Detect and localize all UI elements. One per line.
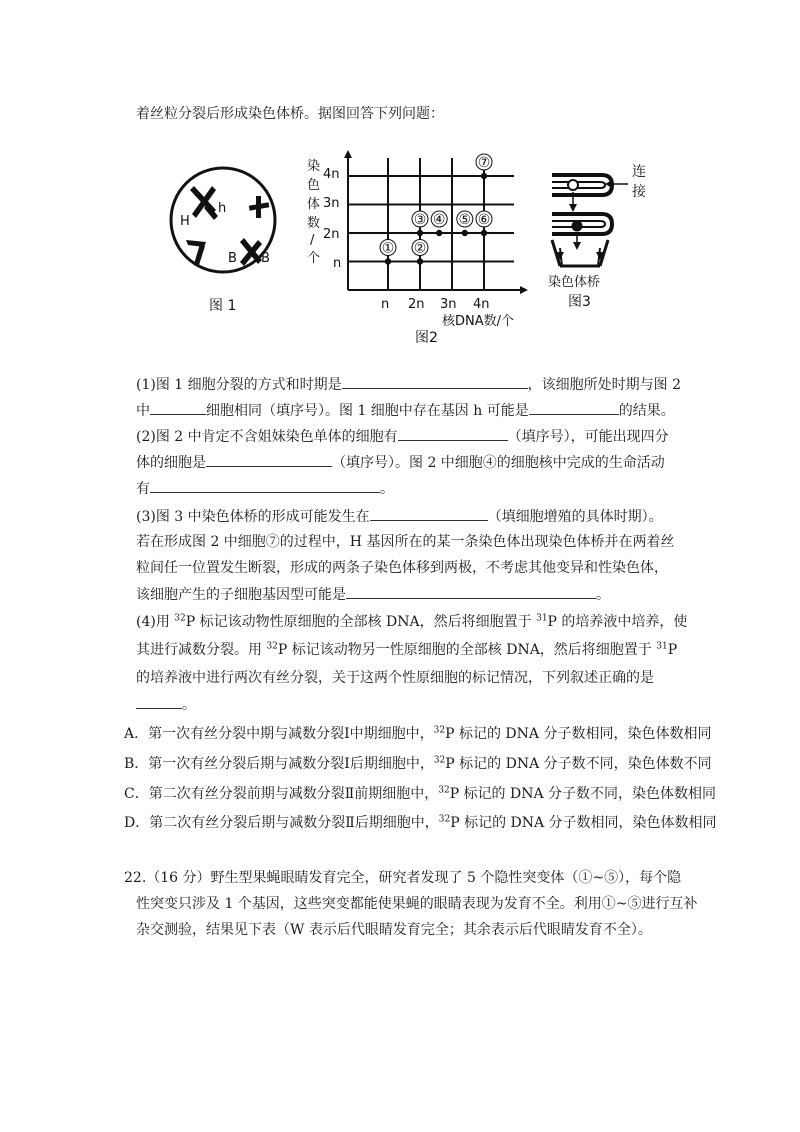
q3-blank-2[interactable] — [346, 584, 596, 599]
q4-line-2 — [136, 640, 677, 660]
q1-text-c: 中 — [136, 403, 150, 419]
q4-line-1 — [136, 612, 687, 632]
q2-line-2 — [136, 452, 665, 473]
y-axis-char-5: 个 — [307, 251, 321, 266]
option-d[interactable] — [124, 813, 717, 833]
x-tick-4n: 4n — [473, 297, 490, 312]
q1-blank-1[interactable] — [342, 374, 528, 389]
y-tick-2n: 2n — [323, 227, 340, 242]
q3-text-c: 该细胞产生的子细胞基因型可能是 — [136, 587, 346, 603]
q4-sup-1: 32 — [174, 613, 186, 624]
data-point-label-1: ① — [381, 240, 395, 257]
option-d-text-2: P 标记的 DNA 分子数相同，染色体数相同 — [450, 815, 717, 831]
y-axis-char-1: 色 — [307, 178, 321, 193]
q22-line-3: 杂交测验，结果见下表（W 表示后代眼睛发育完全；其余表示后代眼睛发育不全）。 — [136, 922, 652, 938]
q2-blank-2[interactable] — [206, 452, 332, 467]
gene-label-h: h — [218, 201, 227, 216]
option-c-text-1: C．第二次有丝分裂前期与减数分裂Ⅱ前期细胞中， — [124, 786, 439, 802]
q2-blank-1[interactable] — [398, 426, 508, 441]
option-a-sup: 32 — [433, 725, 446, 736]
q3-line-2: 若在形成图 2 中细胞⑦的过程中，H 基因所在的某一条染色体出现染色体桥并在两着丝 — [136, 534, 675, 550]
data-point-7 — [481, 173, 487, 179]
option-a-text-1: A．第一次有丝分裂中期与减数分裂Ⅰ中期细胞中， — [124, 726, 434, 742]
data-point-5 — [462, 230, 468, 236]
q2-text-d: （填序号）。图 2 中细胞④的细胞核中完成的生命活动 — [332, 455, 665, 471]
q4-text-c: P 的培养液中培养，使 — [547, 614, 688, 630]
y-axis-char-4: / — [310, 233, 315, 248]
intro-text: 着丝粒分裂后形成染色体桥。据图回答下列问题： — [136, 106, 444, 122]
option-c-text-2: P 标记的 DNA 分子数不同，染色体数相同 — [449, 786, 717, 802]
q4-sup-2: 31 — [536, 613, 548, 624]
q1-blank-2[interactable] — [150, 400, 206, 415]
data-point-6 — [481, 230, 487, 236]
option-b[interactable] — [124, 754, 712, 774]
q4-text-f: P — [667, 642, 678, 658]
figure-1 — [171, 168, 275, 314]
figure-3 — [552, 175, 628, 266]
x-tick-2n: 2n — [408, 297, 425, 312]
connect-label-1: 接 — [632, 184, 646, 200]
option-b-sup: 32 — [433, 755, 446, 766]
data-point-1 — [385, 258, 391, 264]
q4-text-e: P 标记该动物另一性原细胞的全部核 DNA，然后将细胞置于 — [277, 642, 657, 658]
q4-text-d: 其进行减数分裂。用 — [136, 642, 267, 658]
option-c[interactable] — [124, 784, 716, 804]
data-point-label-3: ③ — [413, 212, 427, 228]
y-axis-char-3: 数 — [307, 216, 321, 231]
y-axis-char-0: 染 — [307, 159, 321, 174]
option-b-text-2: P 标记的 DNA 分子数不同，染色体数不同 — [445, 756, 712, 772]
y-tick-3n: 3n — [323, 196, 340, 211]
q4-sup-3: 32 — [266, 641, 278, 652]
q3-line-4 — [136, 584, 610, 605]
q2-line-3 — [136, 478, 394, 499]
x-tick-n: n — [381, 297, 390, 312]
connect-label-0: 连 — [632, 164, 646, 180]
q4-line-4 — [136, 694, 196, 715]
data-point-label-2: ② — [413, 240, 427, 257]
gene-label-B1: B — [228, 251, 237, 266]
q3-text-d: 。 — [596, 587, 610, 603]
q22-line-1: 22.（16 分）野生型果蝇眼睛发育完全，研究者发现了 5 个隐性突变体（①~⑤），每个隐 — [124, 870, 682, 886]
figure-2 — [307, 150, 528, 346]
q1-text-d: 细胞相同（填序号）。图 1 细胞中存在基因 h 可能是 — [206, 403, 529, 419]
gene-label-H: H — [180, 214, 190, 229]
option-a[interactable] — [124, 724, 711, 744]
q1-text-b: ，该细胞所处时期与图 2 — [527, 377, 681, 393]
q4-text-g: 。 — [182, 697, 196, 713]
q1-line-1 — [136, 374, 681, 395]
y-tick-n: n — [333, 256, 342, 271]
q3-line-3: 粒间任一位置发生断裂，形成的两条子染色体移到两极，不考虑其他变异和性染色体， — [136, 560, 668, 576]
q1-blank-3[interactable] — [529, 400, 619, 415]
q3-text-b: （填细胞增殖的具体时期）。 — [487, 509, 663, 525]
data-point-label-5: ⑤ — [458, 212, 472, 228]
q3-line-1 — [136, 506, 663, 527]
q1-line-2 — [136, 400, 675, 421]
q2-text-b: （填序号），可能出现四分 — [507, 429, 669, 445]
q2-text-e: 有 — [136, 481, 150, 497]
option-b-text-1: B．第一次有丝分裂后期与减数分裂Ⅰ后期细胞中， — [124, 756, 434, 772]
data-point-2 — [417, 258, 423, 264]
y-axis-char-2: 体 — [307, 197, 321, 212]
q1-text-a: (1)图 1 细胞分裂的方式和时期是 — [136, 377, 342, 393]
q4-line-3: 的培养液中进行两次有丝分裂，关于这两个性原细胞的标记情况，下列叙述正确的是 — [136, 670, 654, 686]
q2-text-a: (2)图 2 中肯定不含姐妹染色单体的细胞有 — [136, 429, 398, 445]
option-d-sup: 32 — [438, 814, 451, 825]
q4-blank[interactable] — [136, 694, 182, 709]
q2-text-c: 体的细胞是 — [136, 455, 206, 471]
figure-2-caption: 图2 — [415, 330, 438, 346]
q2-text-f: 。 — [380, 481, 394, 497]
figures-area — [0, 148, 800, 348]
q4-text-b: P 标记该动物性原细胞的全部核 DNA，然后将细胞置于 — [185, 614, 537, 630]
data-point-label-7: ⑦ — [477, 155, 491, 171]
data-point-3 — [417, 230, 423, 236]
q22-line-2: 性突变只涉及 1 个基因，这些突变都能使果蝇的眼睛表现为发育不全。利用①~⑤进行互补 — [136, 896, 698, 912]
option-c-sup: 32 — [438, 785, 450, 796]
q3-blank-1[interactable] — [370, 506, 488, 521]
q1-text-e: 的结果。 — [618, 403, 675, 419]
figure-3-caption: 图3 — [568, 294, 591, 310]
y-tick-4n: 4n — [323, 167, 340, 182]
x-tick-3n: 3n — [440, 297, 457, 312]
data-point-label-6: ⑥ — [477, 212, 491, 228]
q2-line-1 — [136, 426, 669, 447]
q4-sup-4: 31 — [656, 641, 668, 652]
x-axis-label: 核DNA数/个 — [442, 314, 515, 329]
bridge-label: 染色体桥 — [548, 275, 601, 290]
option-a-text-2: P 标记的 DNA 分子数相同，染色体数相同 — [445, 726, 712, 742]
gene-label-B2: B — [261, 251, 270, 266]
data-point-label-4: ④ — [432, 212, 446, 228]
q3-text-a: (3)图 3 中染色体桥的形成可能发生在 — [136, 509, 370, 525]
figure-1-caption: 图 1 — [209, 298, 237, 314]
data-point-4 — [436, 230, 442, 236]
q4-text-a: (4)用 — [136, 614, 175, 630]
q2-blank-3[interactable] — [150, 478, 380, 493]
option-d-text-1: D．第二次有丝分裂后期与减数分裂Ⅱ后期细胞中， — [124, 815, 439, 831]
